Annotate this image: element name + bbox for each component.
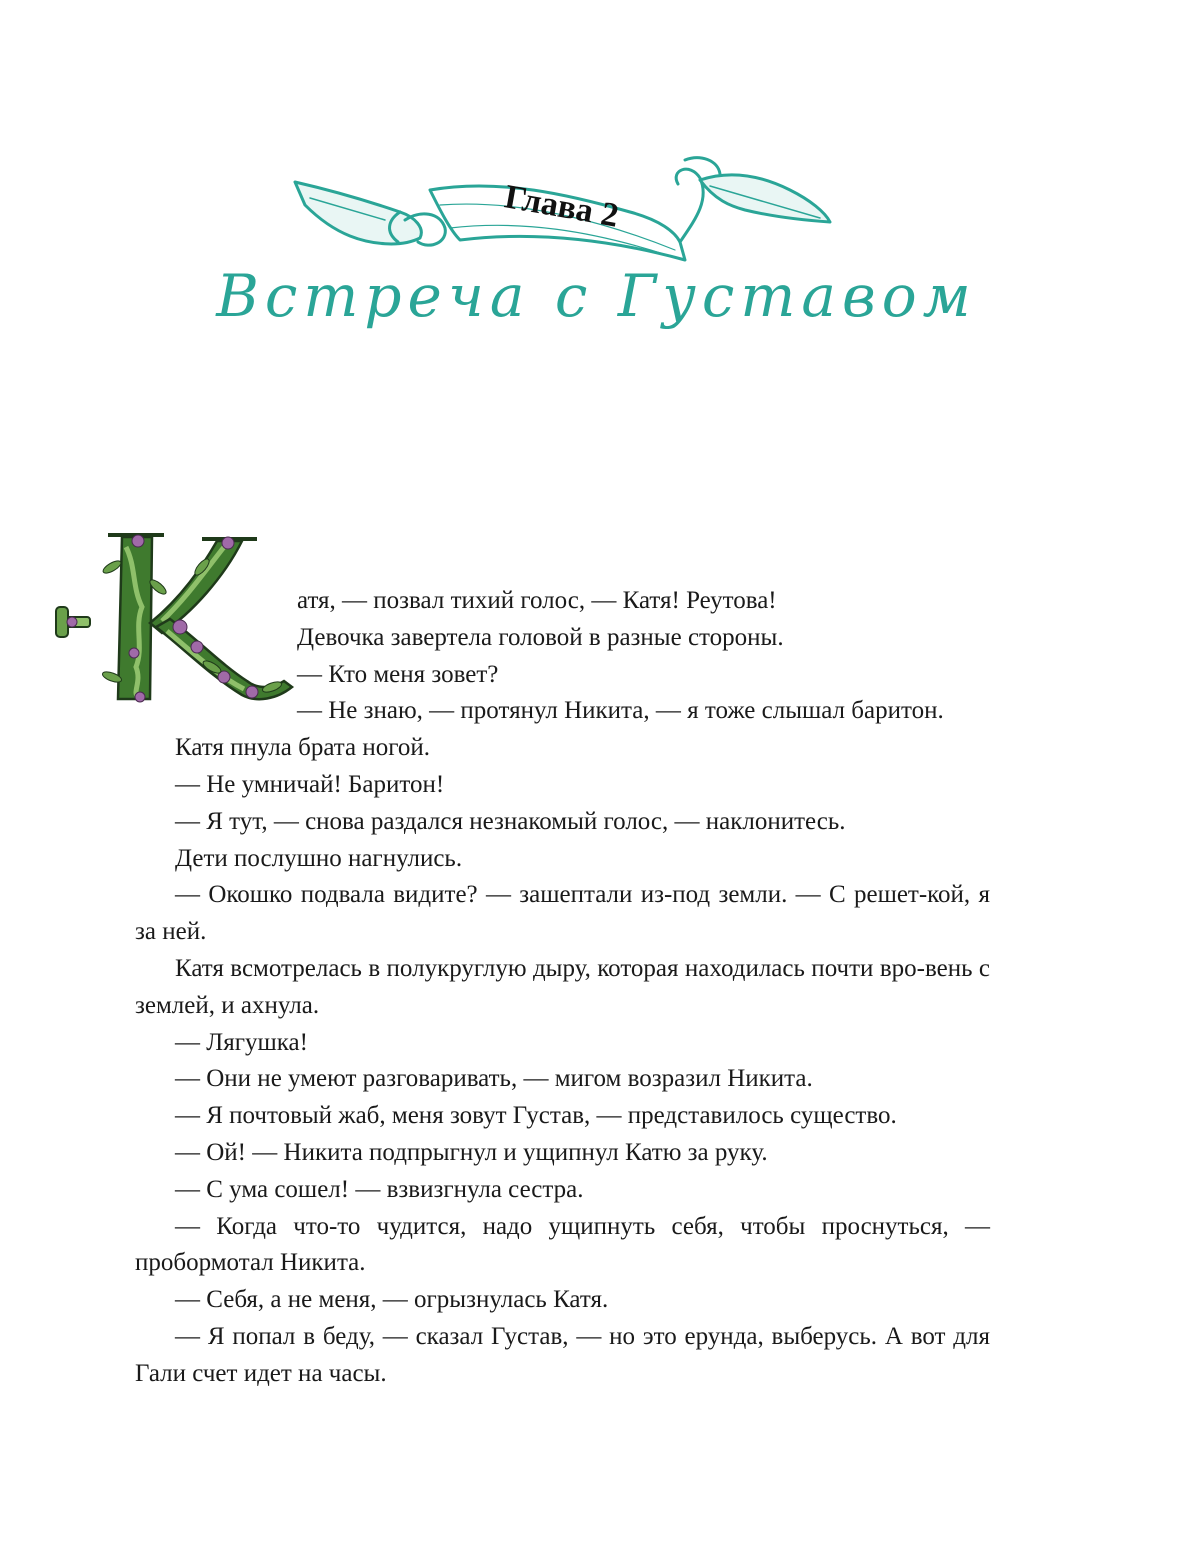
chapter-title: Встреча с Густавом [216, 262, 977, 330]
paragraph: — Я попал в беду, — сказал Густав, — но это ерунда, выберусь. А вот для Гали счет идет на часы. [135, 1322, 990, 1387]
paragraph: — Я почтовый жаб, меня зовут Густав, — представилось существо. [175, 1102, 897, 1130]
paragraph: — Себя, а не меня, — огрызнулась Катя. [175, 1286, 609, 1314]
paragraph: — Кто меня зовет? [297, 660, 499, 688]
paragraph: — Когда что-то чудится, надо ущипнуть себя, чтобы проснуться, — пробормотал Никита. [135, 1212, 990, 1277]
paragraph: Катя пнула брата ногой. [175, 734, 431, 762]
body-text [135, 583, 990, 1393]
paragraph: — Окошко подвала видите? — зашептали из-под земли. — С решет-кой, я за ней. [135, 881, 990, 946]
paragraph: атя, — позвал тихий голос, — Катя! Реутова! [297, 587, 777, 614]
chapter-label: Глава 2 [501, 178, 622, 235]
paragraph: Дети послушно нагнулись. [175, 844, 463, 872]
paragraph: — Ой! — Никита подпрыгнул и ущипнул Катю за руку. [175, 1138, 768, 1166]
paragraph: — Они не умеют разговаривать, — мигом возразил Никита. [175, 1065, 813, 1093]
paragraph: — С ума сошел! — взвизгнула сестра. [175, 1175, 584, 1203]
paragraph: — Я тут, — снова раздался незнакомый голос, — наклонитесь. [175, 807, 846, 835]
paragraph: — Лягушка! [175, 1028, 308, 1056]
paragraph: Катя всмотрелась в полукруглую дыру, которая находилась почти вро-вень с землей, и ахнула. [135, 954, 990, 1019]
paragraph: Девочка завертела головой в разные стороны. [297, 623, 784, 651]
paragraph: — Не знаю, — протянул Никита, — я тоже слышал баритон. [297, 697, 944, 725]
paragraph: — Не умничай! Баритон! [175, 770, 445, 798]
